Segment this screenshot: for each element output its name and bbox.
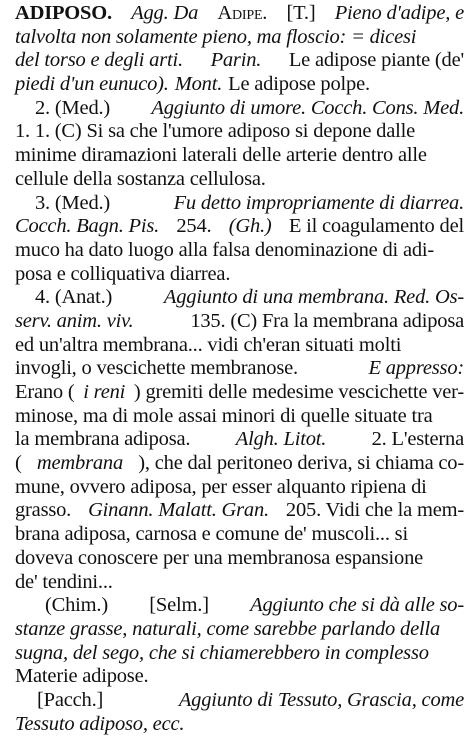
entry-text: grasso. [15, 499, 72, 522]
entry-text: brana adiposa, carnosa e comune de' muscoli... si [15, 523, 408, 546]
entry-text: de' tendini... [15, 570, 113, 593]
entry-text: ), che dal peritoneo deriva, si chiama co- [138, 452, 464, 475]
entry-text: Ginann. Malatt. Gran. [88, 499, 269, 522]
entry-line [15, 73, 464, 97]
entry-text: 205. Vidi che la mem- [285, 499, 464, 522]
entry-text: Le adipose polpe. [228, 73, 370, 96]
entry-text: 4. (Anat.) [35, 286, 113, 309]
entry-line [15, 571, 464, 595]
entry-text: Adipe. [217, 2, 268, 24]
entry-text: Fu detto impropriamente di diarrea. [173, 191, 464, 214]
entry-line [15, 263, 464, 287]
entry-text: piedi d'un eunuco). [15, 73, 169, 96]
entry-text: minime diramazioni laterali delle arterie dentro alle [15, 144, 427, 167]
entry-text: E appresso: [368, 357, 464, 380]
entry-text: stanze grasse, naturali, come sarebbe parlando della [15, 617, 441, 640]
entry-line [15, 120, 464, 144]
entry-line [15, 168, 464, 192]
entry-text: cellule della sostanza cellulosa. [15, 167, 266, 190]
entry-text: Aggiunto che si dà alle so- [250, 594, 464, 617]
entry-line [15, 405, 464, 429]
entry-text: (Gh.) [228, 215, 272, 238]
entry-text: ed un'altra membrana... vidi ch'eran situati molti [15, 333, 402, 356]
entry-line [15, 618, 464, 642]
entry-line [15, 239, 464, 263]
entry-text: 254. [176, 215, 212, 238]
entry-text: invogli, o vescichette membranose. [15, 357, 298, 380]
entry-line [15, 334, 464, 358]
entry-line [15, 499, 464, 523]
entry-text: Materie adipose. [15, 665, 149, 688]
entry-text: Erano ( [15, 381, 75, 403]
entry-text: Pieno d'adipe, e [334, 2, 464, 24]
entry-text: Le adipose piante (de' [288, 49, 464, 72]
entry-text: minose, ma di mole assai minori di quelle situate tra [15, 404, 433, 427]
entry-line [15, 689, 464, 713]
entry-text: Algh. Litot. [235, 428, 327, 451]
entry-text: 1. 1. (C) Si sa che l'umore adiposo si depone dalle [15, 120, 415, 143]
entry-line [15, 215, 464, 239]
entry-text: Parin. [210, 49, 262, 72]
entry-text: Tessuto adiposo, ecc. [15, 712, 185, 735]
entry-text: i reni [83, 381, 126, 403]
entry-text: E il coagulamento del [288, 215, 464, 238]
entry-line [15, 428, 464, 452]
entry-line [15, 2, 464, 26]
entry-line [15, 144, 464, 168]
entry-line [15, 594, 464, 618]
entry-line [15, 476, 464, 500]
entry-line [15, 97, 464, 121]
entry-line [15, 547, 464, 571]
entry-text: serv. anim. viv. [15, 309, 134, 332]
entry-text: mune, ovvero adiposa, per esser alquanto ripiena di [15, 475, 427, 498]
entry-text: Agg. Da [131, 2, 199, 24]
entry-text: muco ha dato luogo alla falsa denominazione di adi- [15, 238, 435, 261]
entry-text: [Pacch.] [37, 688, 104, 711]
entry-text: ) gremiti delle medesime vescichette ver- [133, 381, 464, 403]
entry-line [15, 452, 464, 476]
entry-text: talvolta non solamente pieno, ma floscio: = dicesi [15, 25, 417, 48]
entry-text: ( [15, 452, 22, 475]
entry-text: [Selm.] [149, 594, 209, 617]
entry-line [15, 357, 464, 381]
entry-text: posa e colliquativa diarrea. [15, 262, 231, 285]
entry-text: 3. (Med.) [35, 191, 111, 214]
entry-line [15, 665, 464, 689]
entry-text: la membrana adiposa. [15, 428, 191, 451]
entry-line [15, 642, 464, 666]
entry-text: Aggiunto di una membrana. Red. Os- [163, 286, 464, 309]
entry-text: 135. (C) Fra la membrana adiposa [190, 309, 464, 332]
entry-text: doveva conoscere per una membranosa espansione [15, 546, 424, 569]
entry-text: Cocch. Bagn. Pis. [15, 215, 160, 238]
entry-line [15, 713, 464, 736]
entry-text: (Chim.) [45, 594, 108, 617]
entry-text: 2. (Med.) [35, 96, 111, 119]
entry-line [15, 26, 464, 50]
entry-text: 2. L'esterna [371, 428, 464, 451]
entry-text: [T.] [286, 2, 316, 24]
entry-line [15, 286, 464, 310]
entry-text: Mont. [174, 73, 223, 96]
entry-text: Aggiunto di Tessuto, Grascia, come [178, 688, 464, 711]
entry-text: del torso e degli arti. [15, 49, 183, 72]
entry-text: Aggiunto di umore. Cocch. Cons. Med. [151, 96, 464, 119]
entry-text: membrana [36, 452, 123, 475]
entry-line [15, 49, 464, 73]
entry-text: sugna, del sego, che si chiamerebbero in complesso [15, 641, 429, 664]
entry-line [15, 310, 464, 334]
entry-line [15, 523, 464, 547]
entry-line [15, 381, 464, 405]
headword: ADIPOSO. [15, 2, 112, 24]
entry-line [15, 192, 464, 216]
